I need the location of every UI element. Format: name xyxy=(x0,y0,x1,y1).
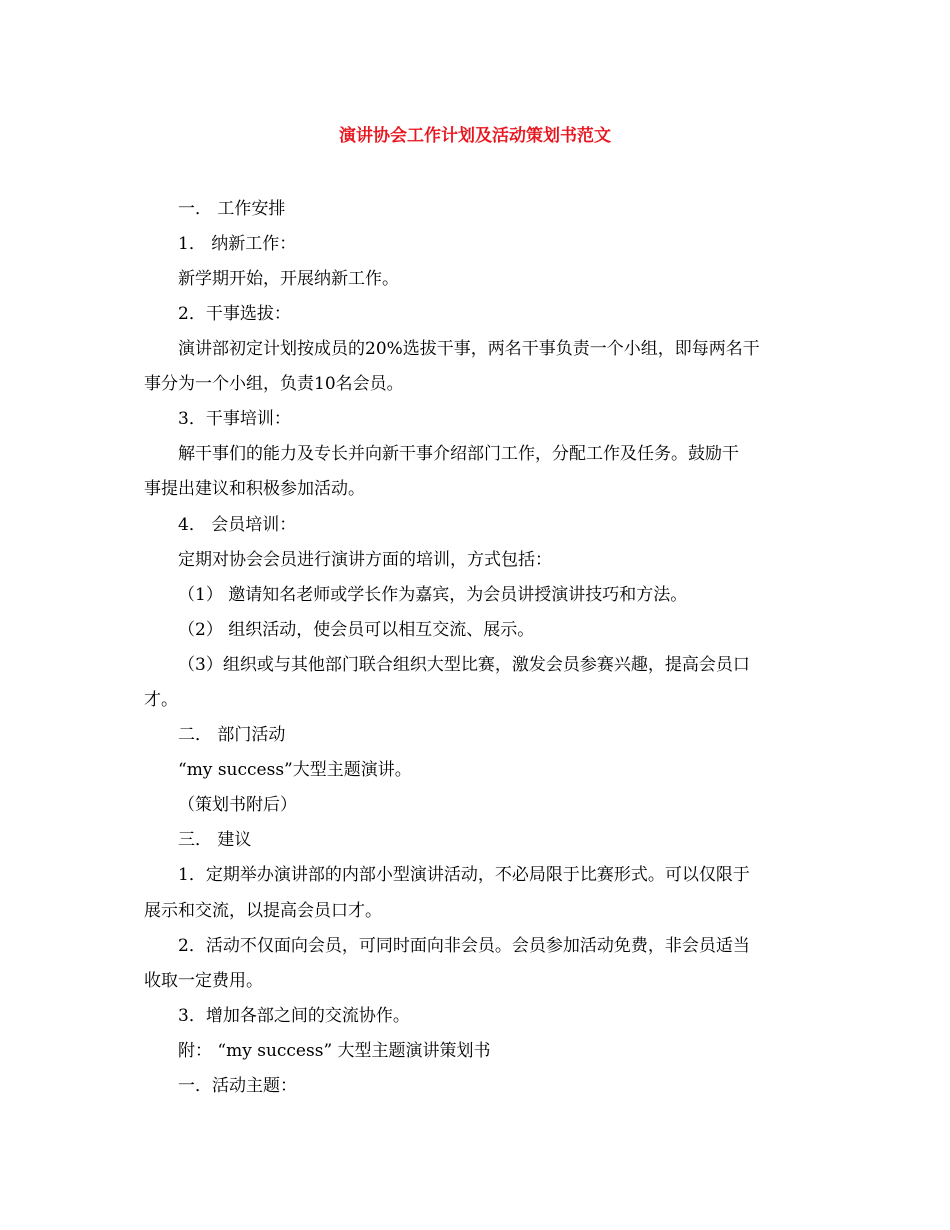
section-heading-work-arrangement: 一． 工作安排 xyxy=(178,199,286,219)
section-heading-activity-theme: 一．活动主题： xyxy=(178,1076,297,1096)
item-heading-officer-selection: 2．干事选拔： xyxy=(178,304,291,324)
item-heading-recruitment: 1． 纳新工作： xyxy=(178,234,297,254)
paragraph-line: （策划书附后） xyxy=(178,795,297,815)
paragraph-line: 演讲部初定计划按成员的20%选拔干事，两名干事负责一个小组，即每两名干 xyxy=(178,339,760,359)
section-heading-department-activities: 二． 部门活动 xyxy=(178,725,286,745)
list-item: （3）组织或与其他部门联合组织大型比赛，激发会员参赛兴趣，提高会员口 xyxy=(178,655,750,675)
paragraph-line: 事分为一个小组，负责10名会员。 xyxy=(144,374,404,394)
section-heading-suggestions: 三． 建议 xyxy=(178,830,252,850)
paragraph-line: 新学期开始，开展纳新工作。 xyxy=(178,269,399,289)
paragraph-line: 收取一定费用。 xyxy=(144,971,263,991)
paragraph-line: 解干事们的能力及专长并向新干事介绍部门工作，分配工作及任务。鼓励干 xyxy=(178,444,739,464)
paragraph-line: 展示和交流，以提高会员口才。 xyxy=(144,901,382,921)
list-item: （1） 邀请知名老师或学长作为嘉宾，为会员讲授演讲技巧和方法。 xyxy=(178,585,688,605)
item-heading-officer-training: 3．干事培训： xyxy=(178,409,291,429)
appendix-heading: 附： “my success” 大型主题演讲策划书 xyxy=(178,1041,491,1061)
list-item: 3．增加各部之间的交流协作。 xyxy=(178,1006,410,1026)
document-title: 演讲协会工作计划及活动策划书范文 xyxy=(339,126,611,146)
item-heading-member-training: 4． 会员培训： xyxy=(178,515,297,535)
paragraph-line: “my success”大型主题演讲。 xyxy=(178,760,412,780)
list-item: （2） 组织活动，使会员可以相互交流、展示。 xyxy=(178,620,535,640)
list-item: 2．活动不仅面向会员，可同时面向非会员。会员参加活动免费，非会员适当 xyxy=(178,936,750,956)
paragraph-line: 才。 xyxy=(144,690,178,710)
paragraph-line: 定期对协会会员进行演讲方面的培训，方式包括： xyxy=(178,550,552,570)
list-item: 1．定期举办演讲部的内部小型演讲活动，不必局限于比赛形式。可以仅限于 xyxy=(178,865,750,885)
paragraph-line: 事提出建议和积极参加活动。 xyxy=(144,479,365,499)
